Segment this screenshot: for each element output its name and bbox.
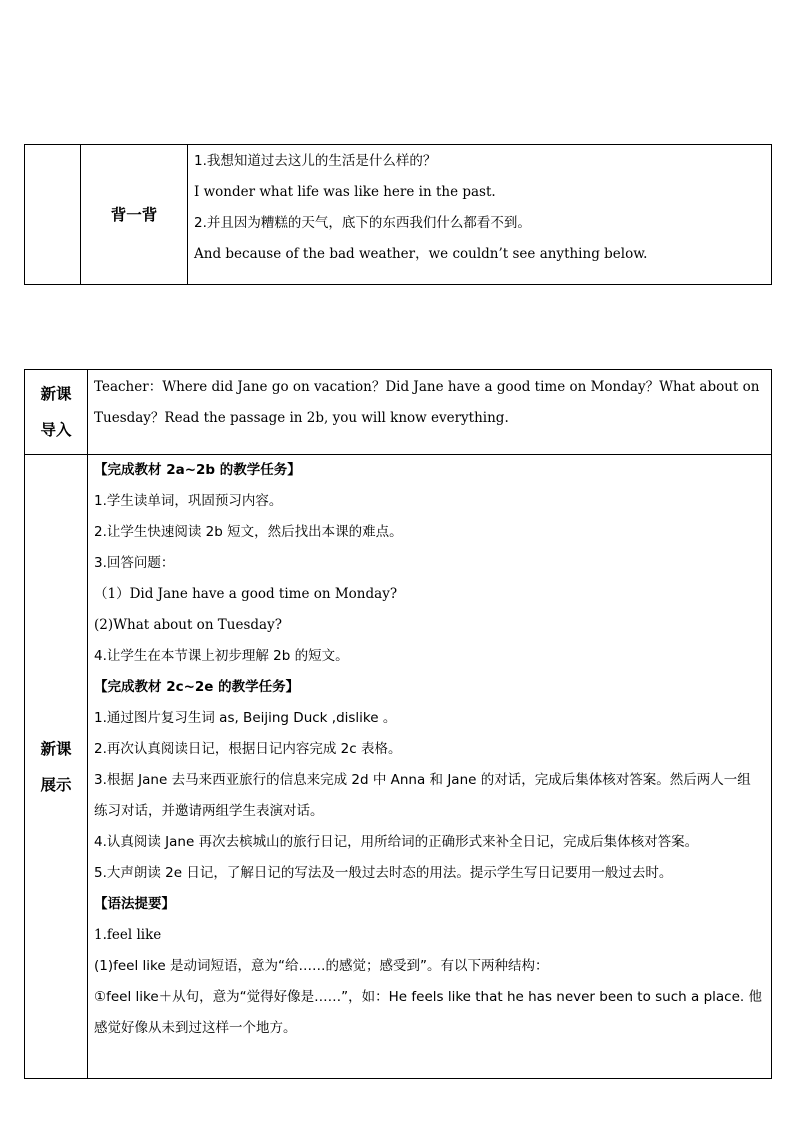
display-label-line: 展示 bbox=[40, 775, 72, 794]
section-heading: 【语法提要】 bbox=[94, 896, 175, 912]
grammar-line: ①feel like＋从句，意为“觉得好像是……”，如：He feels like that he has never been to such a place. 他感觉好像从未到过这样一个地方。 bbox=[94, 989, 762, 1036]
grammar-line: (1)feel like 是动词短语，意为“给……的感觉；感受到”。有以下两种结构： bbox=[94, 958, 549, 974]
lesson-table bbox=[24, 369, 772, 1079]
review-table bbox=[24, 144, 772, 285]
task-line: 4.让学生在本节课上初步理解 2b 的短文。 bbox=[94, 648, 349, 664]
intro-text: Teacher：Where did Jane go on vacation？Did Jane have a good time on Monday？What about on Tuesday？Read the passage in 2b, you will know everything. bbox=[94, 379, 760, 426]
task-line: (2)What about on Tuesday? bbox=[94, 617, 282, 633]
display-label-line: 新课 bbox=[40, 739, 72, 758]
review-content bbox=[188, 145, 772, 285]
section-heading: 【完成教材 2a~2b 的教学任务】 bbox=[94, 462, 301, 478]
section-heading: 【完成教材 2c~2e 的教学任务】 bbox=[94, 679, 300, 695]
review-line: 1.我想知道过去这儿的生活是什么样的？ bbox=[194, 153, 437, 169]
review-label: 背一背 bbox=[81, 145, 188, 285]
task-line: 5.大声朗读 2e 日记，了解日记的写法及一般过去时态的用法。提示学生写日记要用一般过去时。 bbox=[94, 865, 673, 881]
task-line: 3.根据 Jane 去马来西亚旅行的信息来完成 2d 中 Anna 和 Jane 的对话，完成后集体核对答案。然后两人一组练习对话，并邀请两组学生表演对话。 bbox=[94, 772, 751, 819]
grammar-line: 1.feel like bbox=[94, 927, 162, 943]
task-line: 1.学生读单词，巩固预习内容。 bbox=[94, 493, 283, 509]
task-line: 2.让学生快速阅读 2b 短文，然后找出本课的难点。 bbox=[94, 524, 403, 540]
task-line: （1）Did Jane have a good time on Monday? bbox=[94, 586, 398, 602]
task-line: 3.回答问题： bbox=[94, 555, 175, 571]
task-line: 2.再次认真阅读日记，根据日记内容完成 2c 表格。 bbox=[94, 741, 402, 757]
intro-content bbox=[88, 370, 772, 455]
intro-label-line: 新课 bbox=[40, 385, 72, 403]
review-line: 2.并且因为糟糕的天气，底下的东西我们什么都看不到。 bbox=[194, 215, 531, 231]
review-line: And because of the bad weather，we couldn’t see anything below. bbox=[194, 246, 648, 262]
blank-cell bbox=[25, 145, 81, 285]
intro-label-line: 导入 bbox=[40, 421, 72, 439]
task-line: 1.通过图片复习生词 as, Beijing Duck ,dislike 。 bbox=[94, 710, 397, 726]
display-content bbox=[88, 455, 772, 1079]
review-line: I wonder what life was like here in the past. bbox=[194, 184, 496, 200]
task-line: 4.认真阅读 Jane 再次去槟城山的旅行日记，用所给词的正确形式来补全日记，完成后集体核对答案。 bbox=[94, 834, 699, 850]
display-label bbox=[25, 455, 88, 1079]
intro-label bbox=[25, 370, 88, 455]
